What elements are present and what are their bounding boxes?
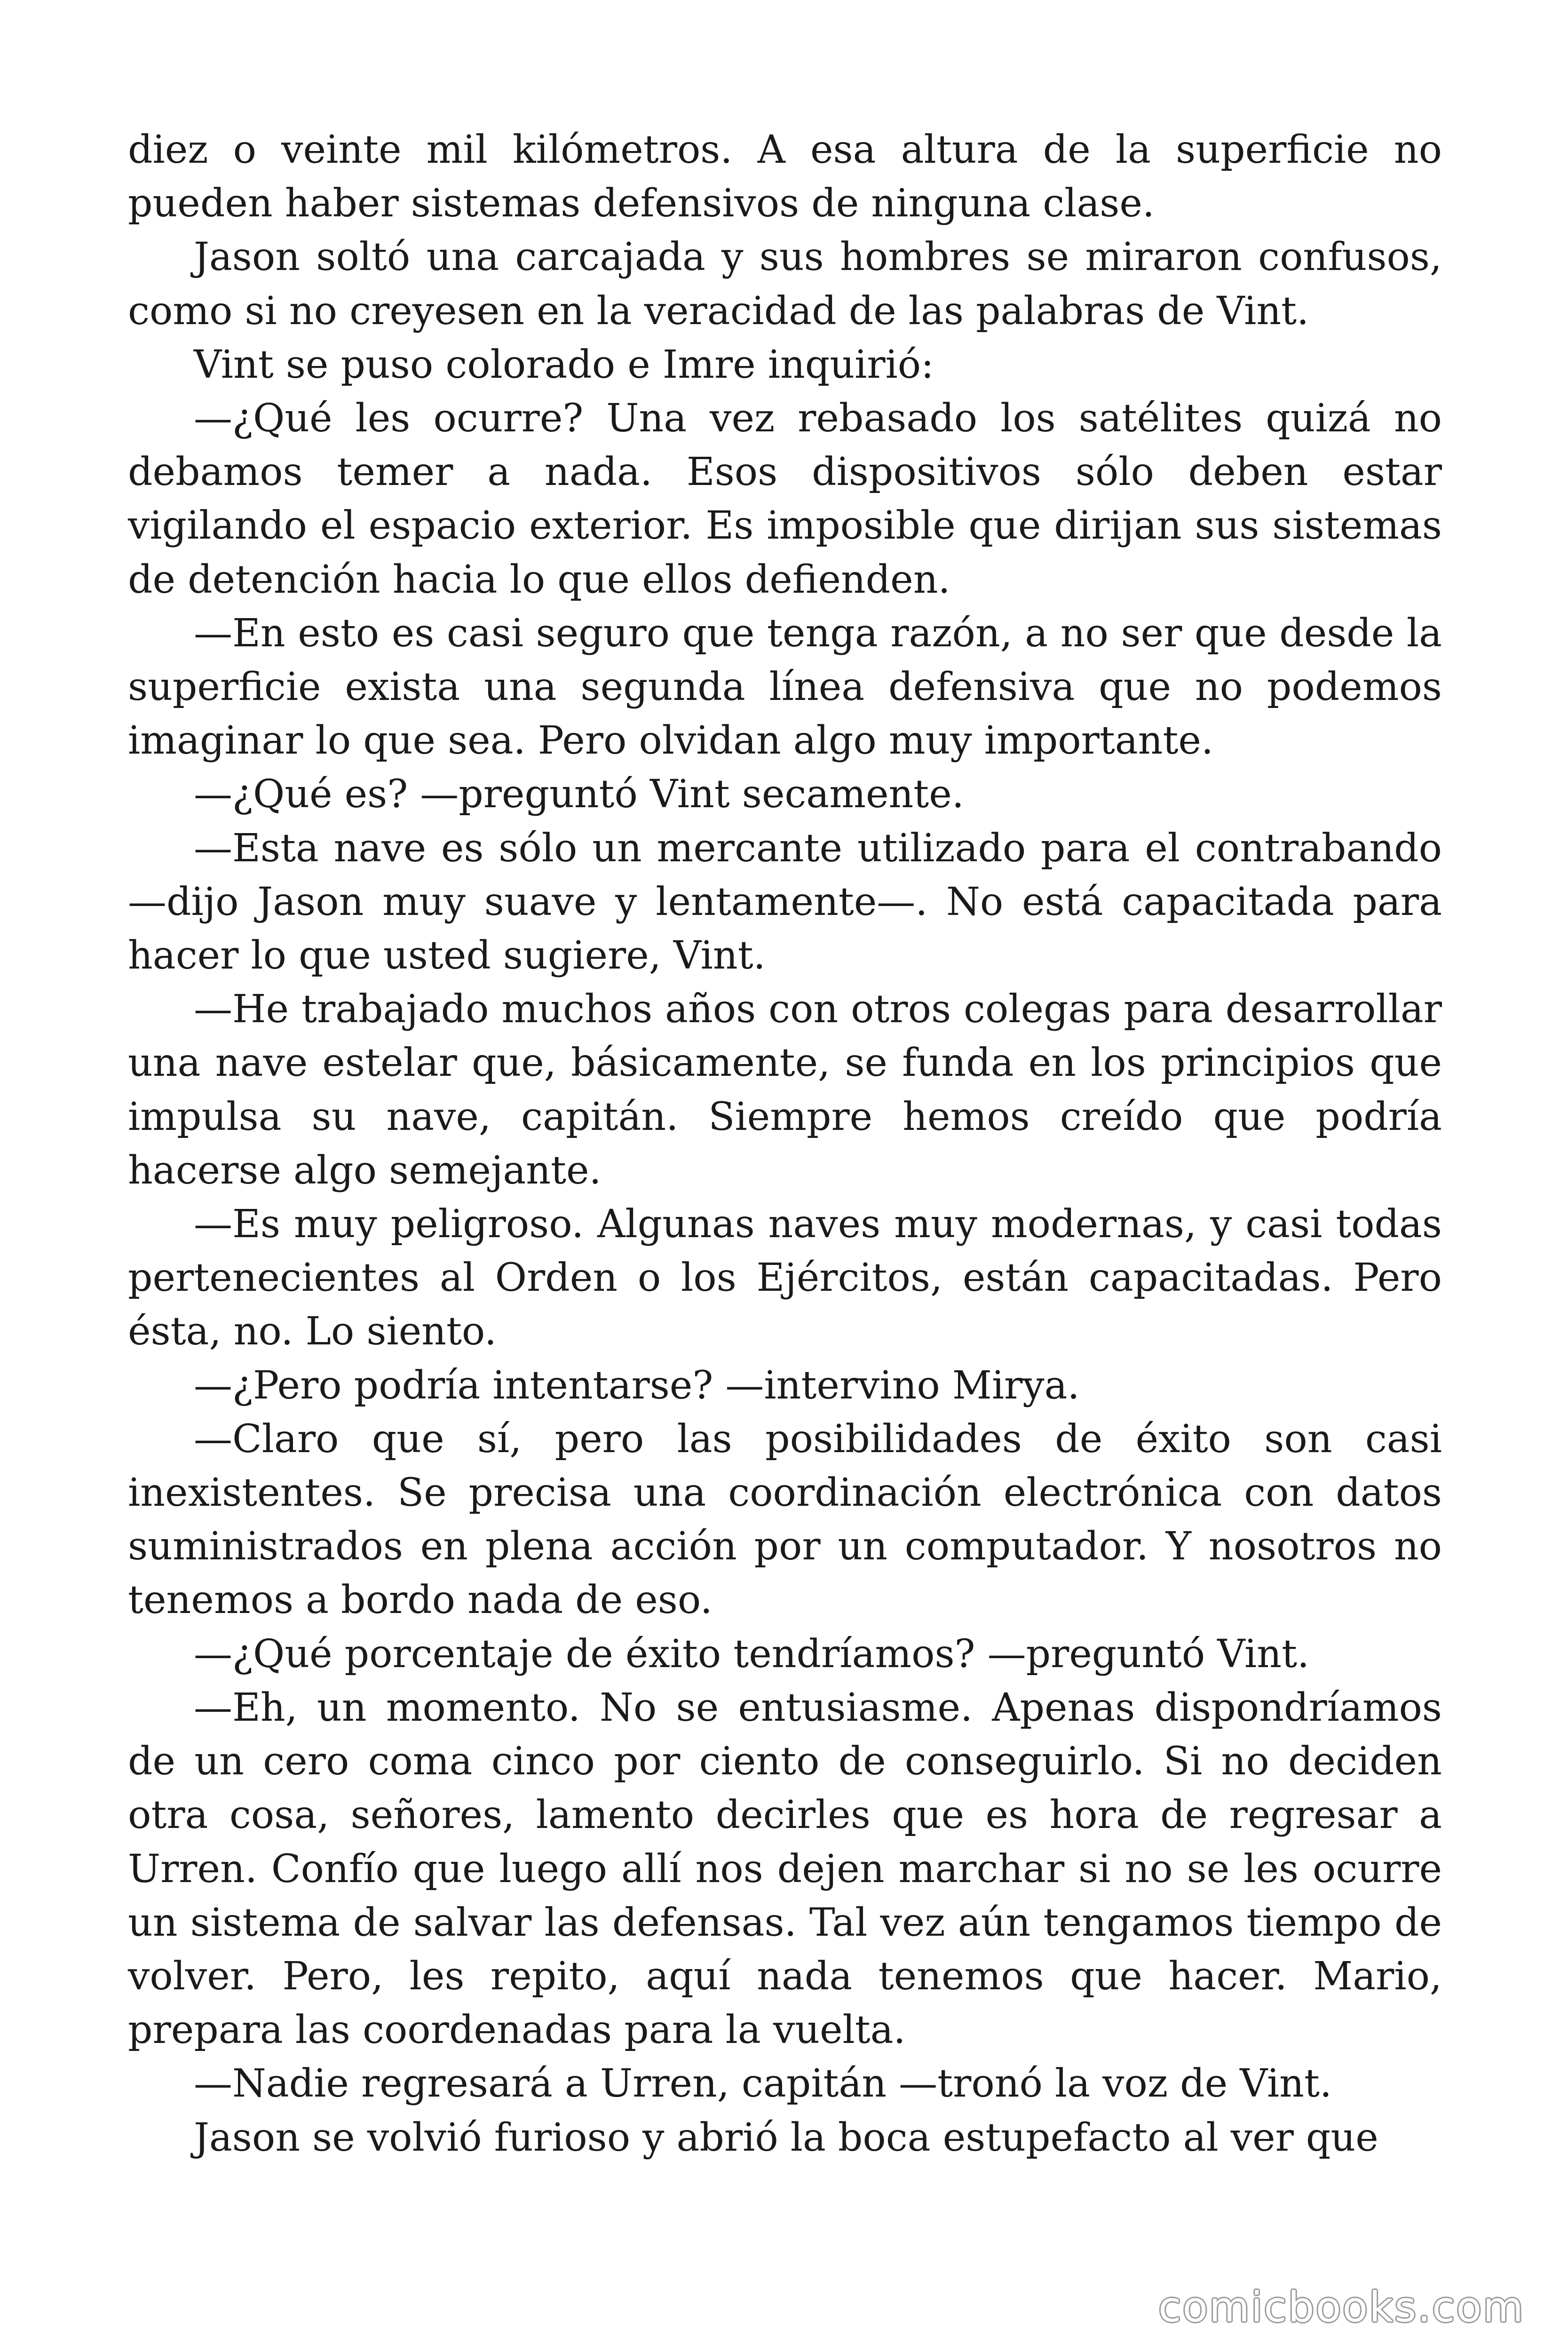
paragraph: —¿Qué les ocurre? Una vez rebasado los satélites quizá no debamos temer a nada. Esos dispositivos sólo deben estar vigilando el espacio exterior. Es imposible que dirijan sus sistemas de detención hacia lo que ellos defienden.: [128, 396, 1442, 602]
paragraph: Jason se volvió furioso y abrió la boca estupefacto al ver que: [194, 2115, 1378, 2160]
paragraph: —Esta nave es sólo un mercante utilizado para el contrabando —dijo Jason muy suave y lentamente—. No está capacitada para hacer lo que usted sugiere, Vint.: [128, 826, 1442, 978]
paragraph: —¿Qué porcentaje de éxito tendríamos? —preguntó Vint.: [194, 1631, 1310, 1677]
page-text: [128, 123, 1442, 2165]
paragraph: —Eh, un momento. No se entusiasme. Apenas dispondríamos de un cero coma cinco por ciento de conseguirlo. Si no deciden otra cosa, señores, lamento decirles que es hora de regresar a Urren. Confío que luego allí nos dejen marchar si no se les ocurre un sistema de salvar las defensas. Tal vez aún tengamos tiempo de volver. Pero, les repito, aquí nada tenemos que hacer. Mario, prepara las coordenadas para la vuelta.: [128, 1685, 1442, 2053]
paragraph: —¿Pero podría intentarse? —intervino Mirya.: [194, 1363, 1080, 1408]
paragraph: —¿Qué es? —preguntó Vint secamente.: [194, 772, 964, 817]
paragraph: —Es muy peligroso. Algunas naves muy modernas, y casi todas pertenecientes al Orden o los Ejércitos, están capacitadas. Pero ésta, no. Lo siento.: [128, 1202, 1442, 1354]
paragraph: —En esto es casi seguro que tenga razón, a no ser que desde la superficie exista una segunda línea defensiva que no podemos imaginar lo que sea. Pero olvidan algo muy importante.: [128, 611, 1442, 763]
paragraph: —Nadie regresará a Urren, capitán —tronó la voz de Vint.: [194, 2061, 1332, 2106]
paragraph: Vint se puso colorado e Imre inquirió:: [194, 342, 934, 387]
paragraph: Jason soltó una carcajada y sus hombres se miraron confusos, como si no creyesen en la veracidad de las palabras de Vint.: [128, 235, 1442, 334]
paragraph: diez o veinte mil kilómetros. A esa altura de la superficie no pueden haber sistemas defensivos de ninguna clase.: [128, 127, 1442, 226]
paragraph: —He trabajado muchos años con otros colegas para desarrollar una nave estelar que, básicamente, se funda en los principios que impulsa su nave, capitán. Siempre hemos creído que podría hacerse algo semejante.: [128, 987, 1442, 1193]
watermark: comicbooks.com: [1158, 2283, 1525, 2331]
paragraph: —Claro que sí, pero las posibilidades de éxito son casi inexistentes. Se precisa una coordinación electrónica con datos suministrados en plena acción por un computador. Y nosotros no tenemos a bordo nada de eso.: [128, 1416, 1442, 1623]
